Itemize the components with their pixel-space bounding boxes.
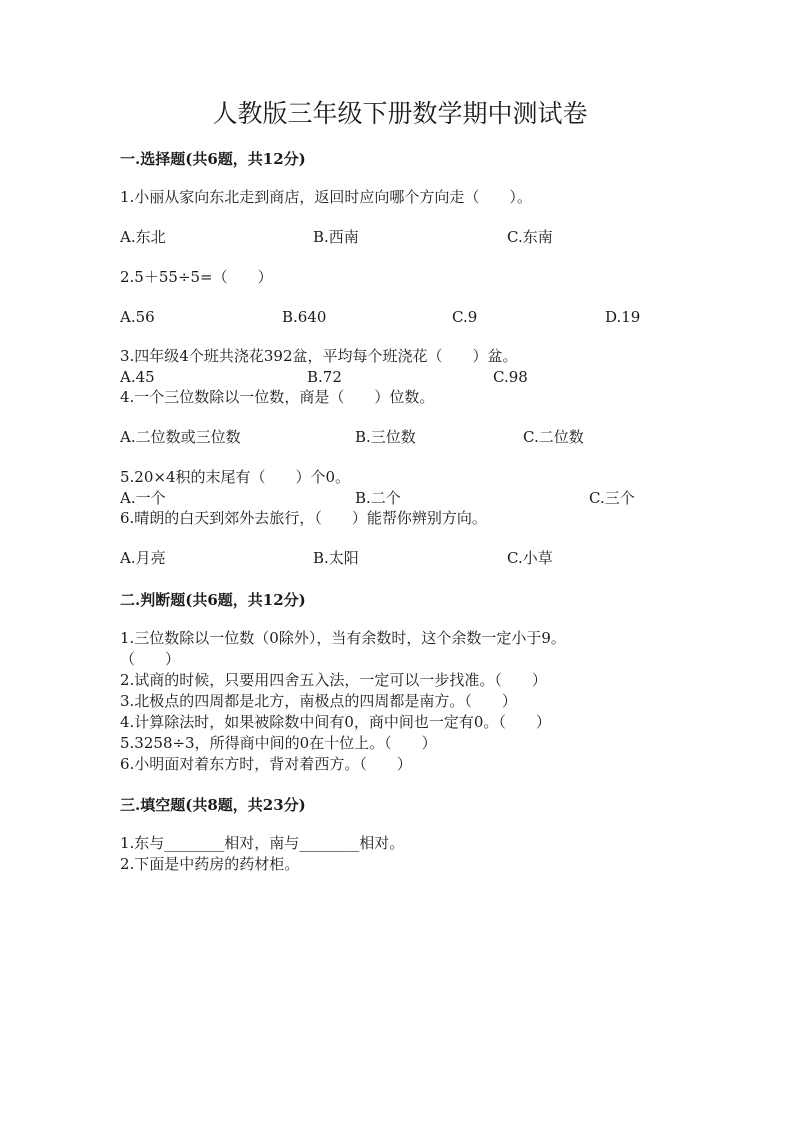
question-text: 6.小明面对着东方时，背对着西方。（ ） <box>120 755 412 773</box>
question-text: 5.3258÷3，所得商中间的0在十位上。（ ） <box>120 734 437 752</box>
section-heading-choice: 一.选择题(共6题，共12分) <box>120 150 306 168</box>
option-a: A.56 <box>120 308 155 326</box>
question-text: 5.20×4积的末尾有（ ）个0。 <box>120 468 351 486</box>
page-title: 人教版三年级下册数学期中测试卷 <box>212 99 588 128</box>
question-text: 1.三位数除以一位数（0除外），当有余数时，这个余数一定小于9。 <box>120 629 566 647</box>
question-text: 3.北极点的四周都是北方，南极点的四周都是南方。（ ） <box>120 692 517 710</box>
question-text: 1.小丽从家向东北走到商店，返回时应向哪个方向走（ ）。 <box>120 188 532 206</box>
option-c: C.三个 <box>589 489 635 507</box>
option-a: A.东北 <box>120 228 166 246</box>
option-c: C.东南 <box>507 228 553 246</box>
section-heading-judgment: 二.判断题(共6题，共12分) <box>120 591 306 609</box>
question-text: 4.一个三位数除以一位数，商是（ ）位数。 <box>120 388 435 406</box>
answer-blank: （ ） <box>120 650 181 668</box>
option-d: D.19 <box>605 308 641 326</box>
option-a: A.45 <box>120 368 155 386</box>
option-b: B.太阳 <box>313 549 359 567</box>
option-a: A.月亮 <box>120 549 166 567</box>
option-c: C.二位数 <box>523 428 584 446</box>
option-b: B.三位数 <box>355 428 416 446</box>
question-text: 2.5＋55÷5=（ ） <box>120 268 273 286</box>
question-text: 2.下面是中药房的药材柜。 <box>120 855 300 873</box>
option-b: B.西南 <box>313 228 359 246</box>
option-a: A.一个 <box>120 489 166 507</box>
option-c: C.9 <box>452 308 478 326</box>
question-text: 1.东与________相对，南与________相对。 <box>120 834 405 852</box>
question-text: 2.试商的时候，只要用四舍五入法，一定可以一步找准。（ ） <box>120 671 547 689</box>
option-c: C.98 <box>493 368 528 386</box>
question-text: 6.晴朗的白天到郊外去旅行，（ ）能帮你辨别方向。 <box>120 509 487 527</box>
question-text: 4.计算除法时，如果被除数中间有0，商中间也一定有0。（ ） <box>120 713 551 731</box>
question-text: 3.四年级4个班共浇花392盆，平均每个班浇花（ ）盆。 <box>120 347 518 365</box>
option-c: C.小草 <box>507 549 553 567</box>
option-b: B.640 <box>282 308 327 326</box>
option-a: A.二位数或三位数 <box>120 428 241 446</box>
option-b: B.二个 <box>355 489 401 507</box>
section-heading-fill: 三.填空题(共8题，共23分) <box>120 796 306 814</box>
option-b: B.72 <box>307 368 342 386</box>
